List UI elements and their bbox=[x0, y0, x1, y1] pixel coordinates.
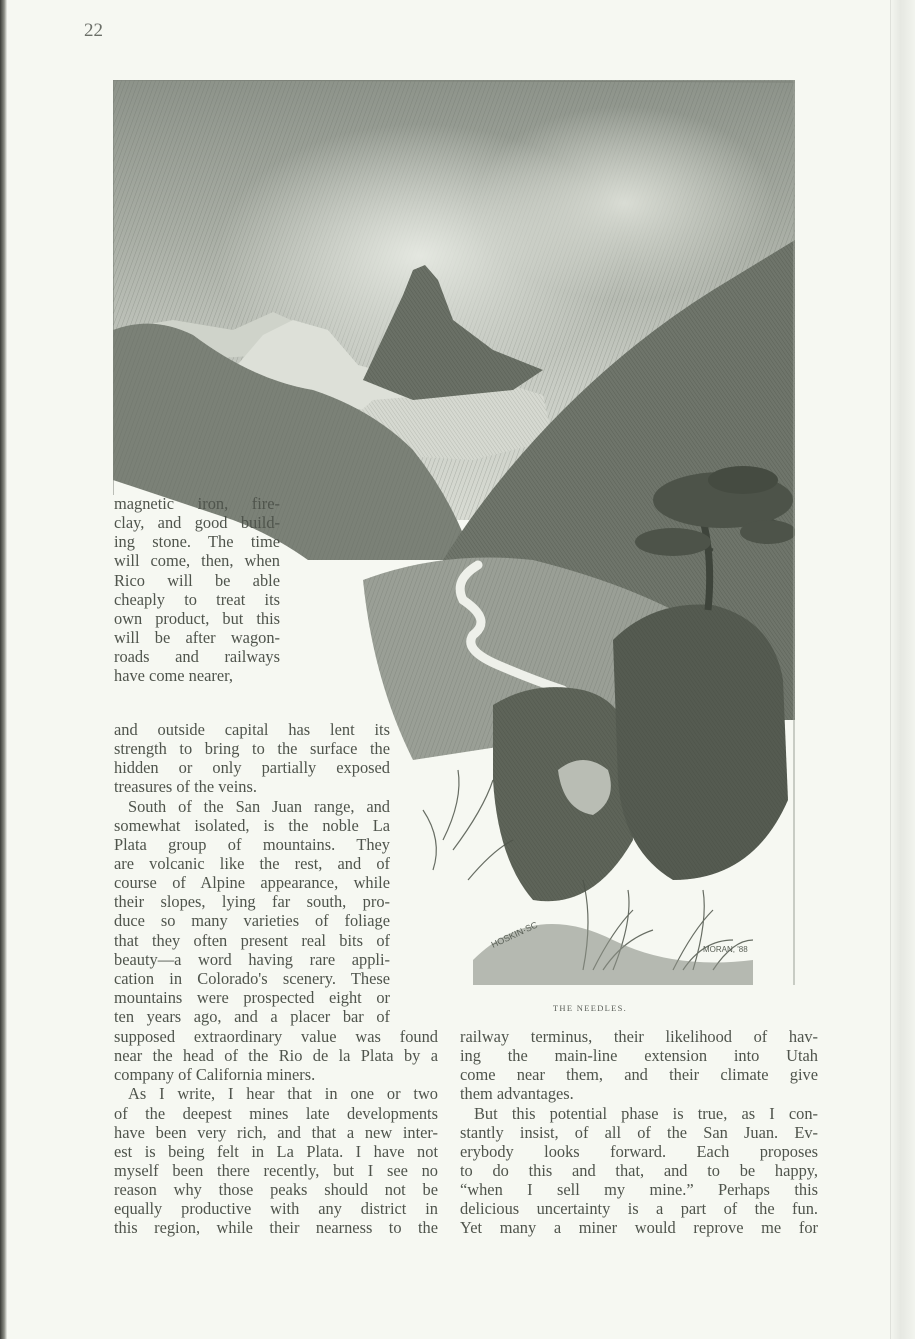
text-line: delicious uncertainty is a part of the fun. bbox=[460, 1199, 818, 1219]
page-edge bbox=[890, 0, 915, 1339]
text-line: will come, then, when bbox=[114, 551, 280, 571]
text-line: that they often present real bits of bbox=[114, 930, 390, 950]
text-line: equally productive with any district in bbox=[114, 1199, 438, 1219]
text-line: of the deepest mines late developments bbox=[114, 1103, 438, 1123]
text-line: near the head of the Rio de la Plata by a bbox=[114, 1046, 438, 1066]
text-line: strength to bring to the surface the bbox=[114, 739, 390, 759]
paragraph-start-line: But this potential phase is true, as I con- bbox=[474, 1103, 818, 1123]
text-line: duce so many varieties of foliage bbox=[114, 911, 390, 931]
text-line: Yet many a miner would reprove me for bbox=[460, 1218, 818, 1238]
text-line: will be after wagon- bbox=[114, 627, 280, 647]
text-left-column-upper bbox=[114, 720, 390, 1026]
text-line: come near them, and their climate give bbox=[460, 1065, 818, 1085]
text-line: company of California miners. bbox=[114, 1065, 316, 1085]
text-line: own product, but this bbox=[114, 608, 280, 628]
illustration-caption: THE NEEDLES. bbox=[552, 1003, 628, 1013]
text-line: roads and railways bbox=[114, 647, 280, 667]
text-line: them advantages. bbox=[460, 1084, 574, 1104]
engraver-signature: HOSKIN·SC bbox=[489, 919, 540, 950]
text-line: Plata group of mountains. They bbox=[114, 834, 390, 854]
page-number: 22 bbox=[84, 20, 103, 41]
text-line: somewhat isolated, is the noble La bbox=[114, 815, 390, 835]
text-line: treasures of the veins. bbox=[114, 777, 257, 797]
text-line: cheaply to treat its bbox=[114, 589, 280, 609]
text-line: to do this and that, and to be happy, bbox=[460, 1160, 818, 1180]
text-line: clay, and good build- bbox=[114, 513, 280, 533]
book-binding-shadow bbox=[0, 0, 7, 1339]
text-line: Rico will be able bbox=[114, 570, 280, 590]
text-line: est is being felt in La Plata. I have not bbox=[114, 1141, 438, 1161]
text-line: this region, while their nearness to the bbox=[114, 1218, 438, 1238]
text-line: myself been there recently, but I see no bbox=[114, 1160, 438, 1180]
text-line: are volcanic like the rest, and of bbox=[114, 853, 390, 873]
text-line: railway terminus, their likelihood of hav- bbox=[460, 1027, 818, 1046]
artist-signature: MORAN, '88 bbox=[703, 945, 748, 954]
paragraph-start-line: As I write, I hear that in one or two bbox=[128, 1084, 438, 1104]
text-line: have been very rich, and that a new inter- bbox=[114, 1122, 438, 1142]
text-line: course of Alpine appearance, while bbox=[114, 873, 390, 893]
text-line: hidden or only partially exposed bbox=[114, 758, 390, 778]
text-line: ing the main-line extension into Utah bbox=[460, 1046, 818, 1066]
text-line: ten years ago, and a placer bar of bbox=[114, 1007, 390, 1027]
text-line: supposed extraordinary value was found bbox=[114, 1027, 438, 1046]
text-line: ing stone. The time bbox=[114, 532, 280, 552]
text-line: beauty—a word having rare appli- bbox=[114, 949, 390, 969]
text-line: stantly insist, of all of the San Juan. Ev- bbox=[460, 1122, 818, 1142]
text-left-column-lower bbox=[114, 1027, 438, 1238]
text-right-column bbox=[460, 1027, 818, 1238]
text-line: reason why those peaks should not be bbox=[114, 1180, 438, 1200]
text-line: have come nearer, bbox=[114, 666, 234, 686]
text-wrap-column bbox=[114, 494, 280, 685]
text-line: “when I sell my mine.” Perhaps this bbox=[460, 1180, 818, 1200]
text-line: and outside capital has lent its bbox=[114, 720, 390, 739]
text-line: magnetic iron, fire- bbox=[114, 494, 280, 513]
text-line: erybody looks forward. Each proposes bbox=[460, 1141, 818, 1161]
text-line: cation in Colorado's scenery. These bbox=[114, 968, 390, 988]
text-line: their slopes, lying far south, pro- bbox=[114, 892, 390, 912]
paragraph-start-line: South of the San Juan range, and bbox=[128, 796, 390, 816]
text-line: mountains were prospected eight or bbox=[114, 987, 390, 1007]
